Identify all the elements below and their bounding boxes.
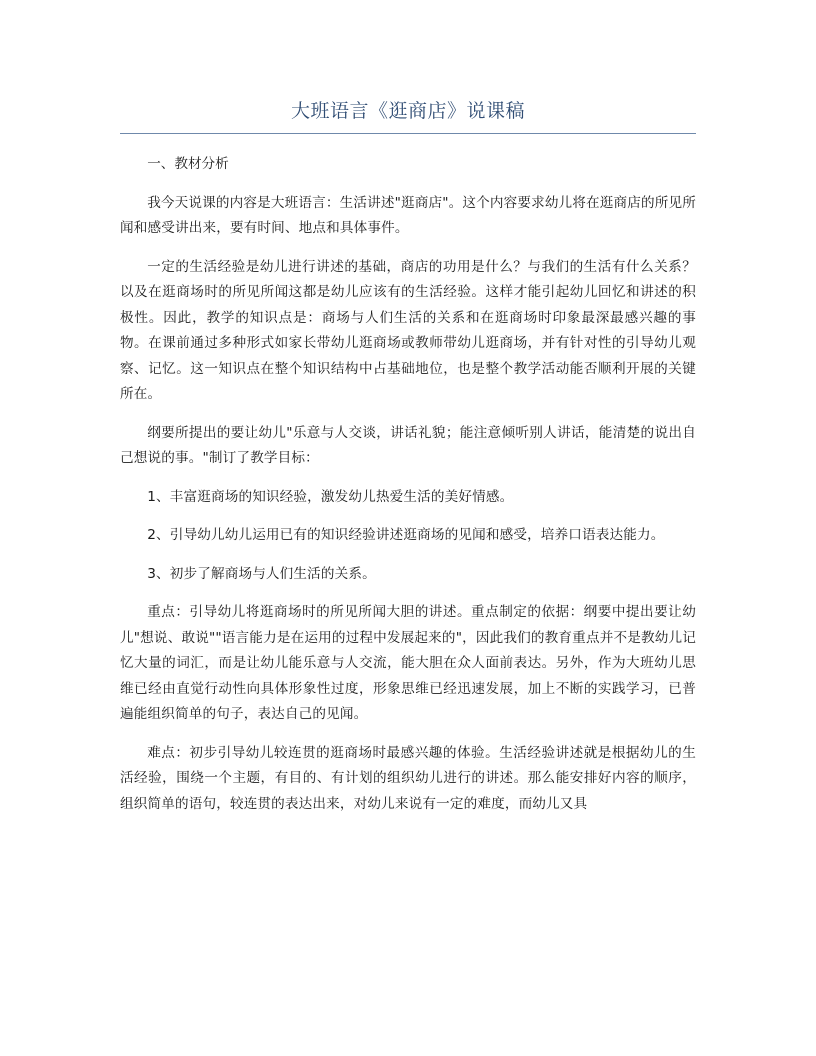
title-underline [120, 133, 696, 134]
section-heading: 一、教材分析 [147, 156, 229, 172]
document-title: 大班语言《逛商店》说课稿 [290, 100, 525, 122]
paragraph-experience: 一定的生活经验是幼儿进行讲述的基础，商店的功用是什么？与我们的生活有什么关系？以及在逛商场时的所见所闻这都是幼儿应该有的生活经验。这样才能引起幼儿回忆和讲述的积极性。因此，教学的知识点是：商场与人们生活的关系和在逛商场时印象最深最感兴趣的事物。在课前通过多种形式如家长带幼儿逛商场或教师带幼儿逛商场，并有针对性的引导幼儿观察、记忆。这一知识点在整个知识结构中占基础地位，也是整个教学活动能否顺利开展的关键所在。 [120, 258, 696, 402]
goal-item-1: 1、丰富逛商场的知识经验，激发幼儿热爱生活的美好情感。 [147, 488, 514, 505]
paragraph-difficulty: 难点：初步引导幼儿较连贯的逛商场时最感兴趣的体验。生活经验讲述就是根据幼儿的生活经验，围绕一个主题，有目的、有计划的组织幼儿进行的讲述。那么能安排好内容的顺序，组织简单的语句，较连贯的表达出来，对幼儿来说有一定的难度，而幼儿又具 [120, 744, 696, 812]
document-body [120, 152, 696, 830]
paragraph-key-point: 重点：引导幼儿将逛商场时的所见所闻大胆的讲述。重点制定的依据：纲要中提出要让幼儿"想说、敢说""语言能力是在运用的过程中发展起来的"，因此我们的教育重点并不是教幼儿记忆大量的词汇，而是让幼儿能乐意与人交流，能大胆在众人面前表达。另外，作为大班幼儿思维已经由直觉行动性向具体形象性过度，形象思维已经迅速发展，加上不断的实践学习，已普遍能组织简单的句子，表达自己的见闻。 [120, 604, 696, 722]
paragraph-intro: 我今天说课的内容是大班语言：生活讲述"逛商店"。这个内容要求幼儿将在逛商店的所见所闻和感受讲出来，要有时间、地点和具体事件。 [120, 194, 696, 236]
paragraph-goals-intro: 纲要所提出的要让幼儿"乐意与人交谈，讲话礼貌；能注意倾听别人讲话，能清楚的说出自己想说的事。"制订了教学目标： [120, 424, 696, 466]
goal-item-2: 2、引导幼儿幼儿运用已有的知识经验讲述逛商场的见闻和感受，培养口语表达能力。 [147, 527, 665, 543]
goal-item-3: 3、初步了解商场与人们生活的关系。 [147, 565, 376, 582]
